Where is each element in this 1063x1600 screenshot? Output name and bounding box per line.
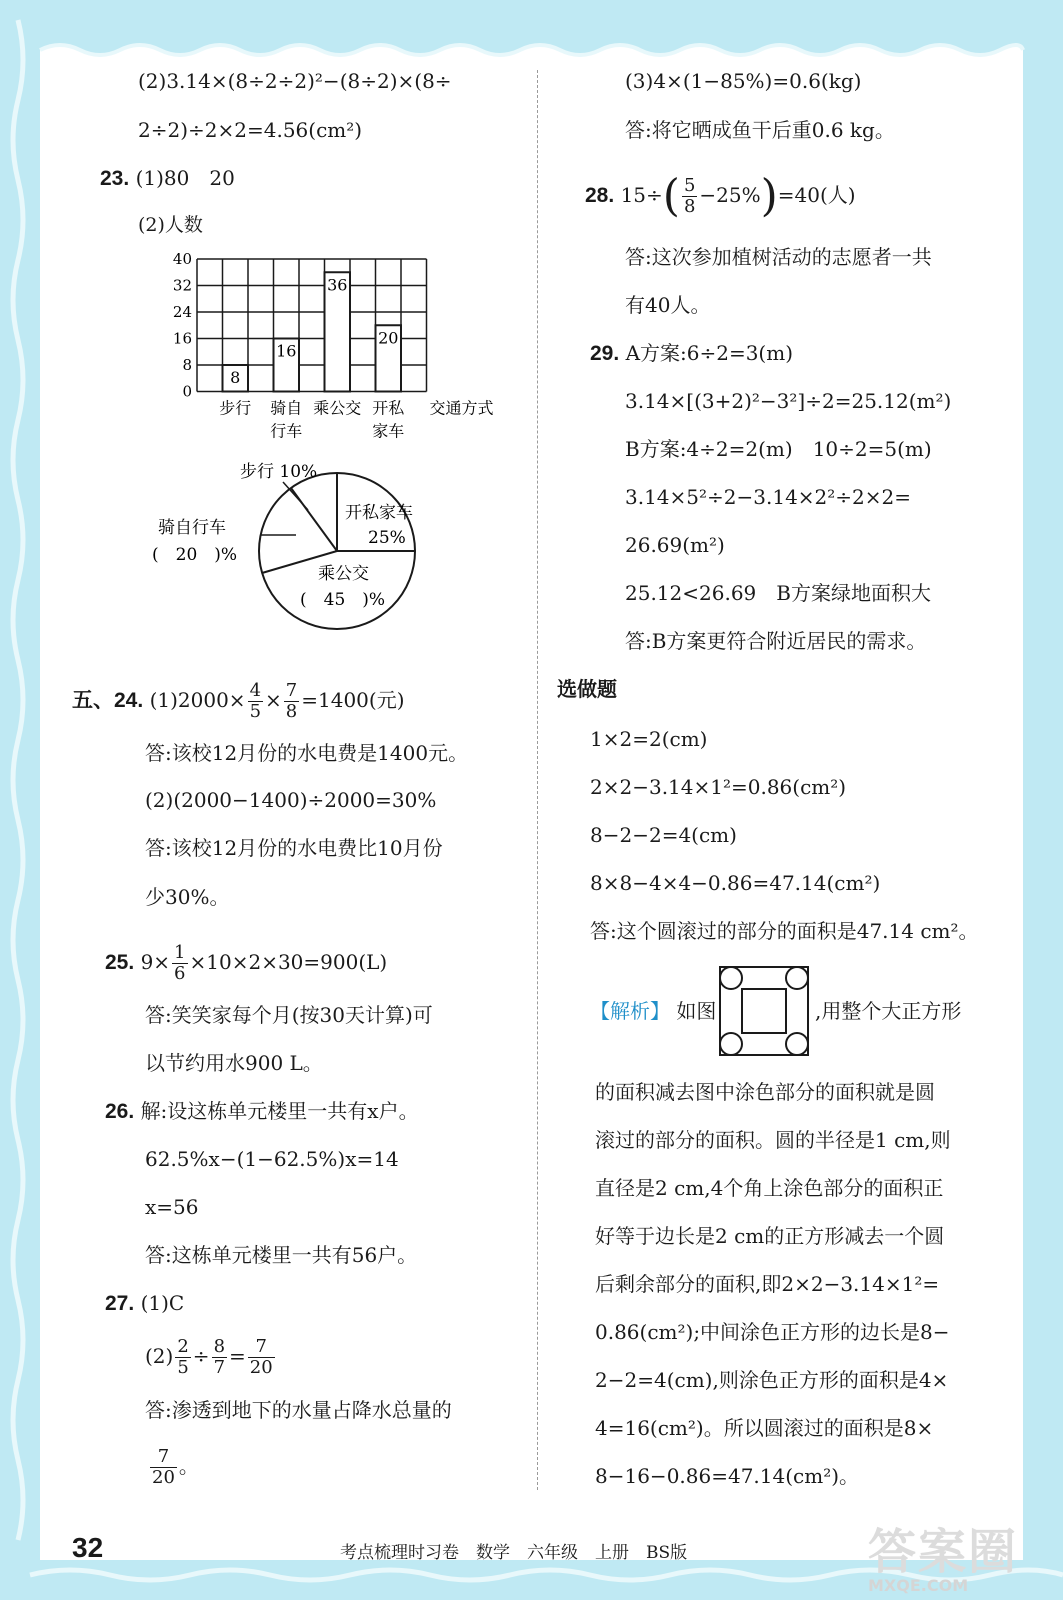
bar-value-label: 8 [230, 368, 241, 387]
q29-plan-b: B方案:4÷2=2(m) 10÷2=5(m) [625, 437, 932, 461]
q24-answer-2a: 答:该校12月份的水电费比10月份 [145, 836, 443, 860]
q26-setup: 解:设这栋单元楼里一共有x户。 [140, 1099, 419, 1123]
footer-title: 考点梳理时习卷 数学 六年级 上册 BS版 [340, 1543, 688, 1563]
q29-plan-a-area: 3.14×[(3+2)²−3²]÷2=25.12(m²) [625, 389, 952, 413]
q28-answer-b: 有40人。 [625, 293, 711, 317]
bar-value-label: 36 [327, 275, 348, 295]
optional-line-1: 1×2=2(cm) [590, 727, 708, 751]
optional-line-4: 8×8−4×4−0.86=47.14(cm²) [590, 871, 881, 895]
q25-answer-a: 答:笑笑家每个月(按30天计算)可 [145, 1003, 433, 1027]
optional-line-2: 2×2−3.14×1²=0.86(cm²) [590, 775, 847, 799]
q22-line-2: 2÷2)÷2×2=4.56(cm²) [138, 118, 363, 142]
q27-part3: (3)4×(1−85%)=0.6(kg) [625, 69, 862, 93]
q23-number: 23. [100, 167, 130, 190]
q27-line-1 [105, 1290, 184, 1317]
pie-chart [140, 455, 440, 640]
pie-label-car-pct: 25% [368, 528, 406, 548]
q25-expr-start: 9× [140, 950, 171, 974]
q24-answer-1: 答:该校12月份的水电费是1400元。 [145, 741, 469, 765]
q23-line-1 [100, 165, 235, 192]
q28-expr-end: =40(人) [777, 183, 856, 207]
analysis-tag: 【解析】 [590, 999, 670, 1023]
pie-label-car-name: 开私家车 [345, 503, 413, 523]
q27-part1: (1)C [140, 1291, 185, 1315]
fraction-7-20: $\frac{7}{20}$ [152, 1446, 175, 1488]
fraction-5-8: $\frac{5}{8}$ [683, 175, 696, 217]
column-divider [537, 70, 538, 1490]
q28-number: 28. [585, 184, 615, 207]
q25-expr-end: ×10×2×30=900(L) [189, 950, 388, 974]
q28-expr-mid: −25% [699, 183, 761, 207]
q24-part1: 五、24. (1)2000× $\frac{4}{5}$ × $\frac{7}{8}$ =1400(元) [72, 680, 405, 722]
x-category-label: 乘公交 [313, 398, 362, 418]
pie-label-walk: 步行 10% [240, 462, 318, 482]
q24-expr-end: =1400(元) [301, 688, 405, 712]
x-category-label: 骑自 [270, 398, 303, 418]
q24-answer-2b: 少30%。 [145, 885, 230, 909]
y-tick-label: 16 [172, 329, 192, 348]
analysis-line-2: 的面积减去图中涂色部分的面积就是圆 [595, 1080, 935, 1104]
x-axis-label: 交通方式 [429, 398, 494, 418]
q26-number: 26. [105, 1100, 135, 1123]
analysis-text-after-figure: ,用整个大正方形 [815, 999, 962, 1023]
y-tick-label: 0 [182, 382, 192, 401]
watermark-small: MXQE.COM [868, 1576, 969, 1595]
x-category-label: 步行 [219, 398, 252, 418]
y-tick-label: 24 [172, 303, 192, 321]
analysis-line-3: 滚过的部分的面积。圆的半径是1 cm,则 [595, 1128, 951, 1152]
bar-chart [160, 245, 520, 445]
q29-plan-b-area-2: 26.69(m²) [625, 533, 725, 557]
q29-line-1 [590, 340, 793, 367]
optional-line-3: 8−2−2=4(cm) [590, 823, 737, 847]
x-category-label: 开私 [372, 398, 405, 418]
analysis-line-4: 直径是2 cm,4个角上涂色部分的面积正 [595, 1176, 944, 1200]
y-tick-label: 32 [172, 276, 192, 295]
watermark-big: 答案圈 [868, 1524, 1019, 1580]
q29-plan-a: A方案:6÷2=3(m) [625, 341, 794, 365]
analysis-line-7: 0.86(cm²);中间涂色正方形的边长是8− [595, 1320, 950, 1344]
pie-label-bus-pct: ( 45 )% [300, 590, 386, 610]
fraction-2-5: $\frac{2}{5}$ [177, 1336, 189, 1378]
watermark-logo [868, 1524, 1019, 1595]
q23-part1: (1)80 20 [135, 166, 235, 190]
q29-plan-b-area-1: 3.14×5²÷2−3.14×2²÷2×2= [625, 485, 912, 509]
fraction-4-5: $\frac{4}{5}$ [249, 680, 262, 722]
q23-part2-label: (2)人数 [138, 214, 203, 236]
x-category-label: 行车 [270, 421, 303, 441]
q25-expr [105, 938, 387, 987]
pie-label-bus-name: 乘公交 [318, 564, 369, 584]
analysis-line-8: 2−2=4(cm),则涂色正方形的面积是4× [595, 1368, 949, 1392]
q29-answer: 答:B方案更符合附近居民的需求。 [625, 629, 927, 653]
q28-expr-start: 15÷ [620, 183, 663, 207]
fraction-7-20: $\frac{7}{20}$ [249, 1336, 273, 1378]
page-number: 32 [72, 1532, 104, 1563]
bar-value-label: 16 [276, 341, 297, 361]
q25-number: 25. [105, 951, 135, 974]
y-tick-label: 40 [172, 250, 192, 268]
analysis-line-10: 8−16−0.86=47.14(cm²)。 [595, 1464, 860, 1488]
optional-answer: 答:这个圆滚过的部分的面积是47.14 cm²。 [590, 919, 979, 943]
q29-number: 29. [590, 342, 620, 365]
q26-equation: 62.5%x−(1−62.5%)x=14 [145, 1147, 399, 1171]
optional-section-title: 选做题 [557, 677, 617, 701]
q27-answer-3: 答:将它晒成鱼干后重0.6 kg。 [625, 118, 895, 142]
analysis-line-6: 后剩余部分的面积,即2×2−3.14×1²= [595, 1272, 940, 1296]
q22-line-1: (2)3.14×(8÷2÷2)²−(8÷2)×(8÷ [138, 69, 452, 93]
q28-answer-a: 答:这次参加植树活动的志愿者一共 [625, 245, 932, 269]
analysis-line-9: 4=16(cm²)。所以圆滚过的面积是8× [595, 1416, 934, 1440]
fraction-7-8: $\frac{7}{8}$ [285, 680, 298, 722]
q27-answer-fraction: $\frac{7}{20}$ 。 [152, 1446, 199, 1488]
fraction-1-6: $\frac{1}{6}$ [174, 942, 186, 984]
q28-expr: 28. 15÷( $\frac{5}{8}$ −25%)=40(人) [585, 170, 856, 222]
q27-part2: (2) $\frac{2}{5}$ ÷ $\frac{8}{7}$ = $\frac{7}{20}$ [145, 1336, 273, 1378]
q26-line-1 [105, 1098, 419, 1125]
q29-compare: 25.12<26.69 B方案绿地面积大 [625, 581, 931, 605]
q24-number: 五、24. [72, 689, 144, 712]
q27-answer: 答:渗透到地下的水量占降水总量的 [145, 1398, 452, 1422]
analysis-text-start: 如图 [676, 999, 717, 1023]
q27-number: 27. [105, 1292, 135, 1315]
q24-part2: (2)(2000−1400)÷2000=30% [145, 788, 437, 812]
q26-solution: x=56 [145, 1195, 199, 1219]
q24-expr-start: (1)2000× [149, 688, 246, 712]
q26-answer: 答:这栋单元楼里一共有56户。 [145, 1243, 418, 1267]
analysis-line-5: 好等于边长是2 cm的正方形减去一个圆 [595, 1224, 945, 1248]
pie-label-bike-name: 骑自行车 [158, 518, 226, 538]
q27-part2-label: (2) [145, 1344, 174, 1368]
x-category-label: 家车 [372, 421, 405, 441]
fraction-8-7: $\frac{8}{7}$ [213, 1336, 226, 1378]
analysis-line-1 [590, 998, 716, 1024]
q25-answer-b: 以节约用水900 L。 [145, 1051, 323, 1075]
square-diagram [718, 965, 810, 1057]
bar-value-label: 20 [378, 328, 399, 348]
y-tick-label: 8 [182, 356, 192, 374]
pie-label-bike-pct: ( 20 )% [152, 545, 238, 565]
